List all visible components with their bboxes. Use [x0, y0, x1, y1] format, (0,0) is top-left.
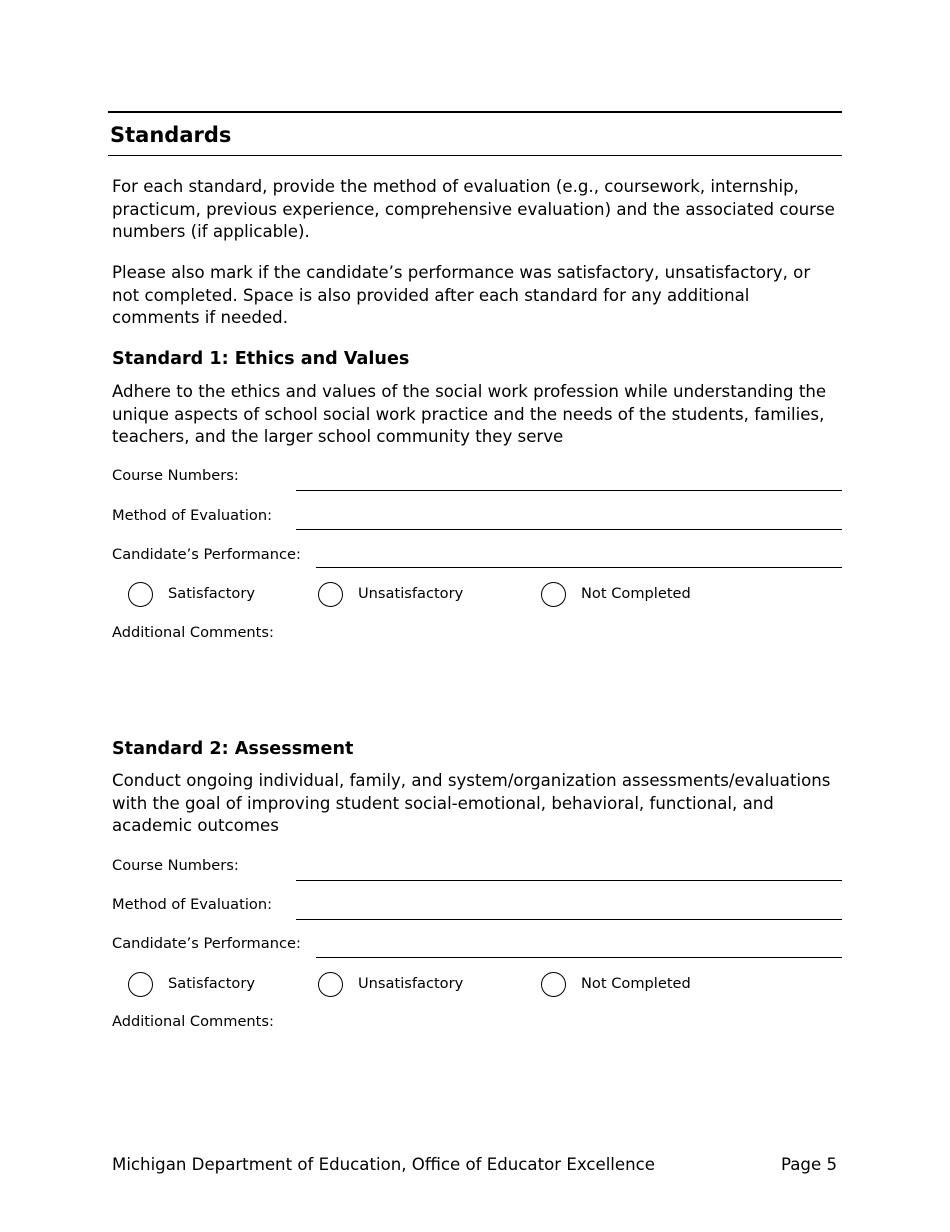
standard-2-course-numbers-field[interactable]	[296, 880, 842, 881]
standard-2-heading: Standard 2: Assessment	[112, 739, 354, 759]
standard-1-course-numbers-field[interactable]	[296, 490, 842, 491]
standard-2-radio-satisfactory[interactable]	[128, 970, 255, 998]
standard-1-description: Adhere to the ethics and values of the social work profession while understanding the unique aspects of school social work practice and the needs of the students, families, teachers, and the larger school community they serve	[112, 382, 827, 447]
radio-circle-icon[interactable]	[541, 972, 566, 997]
intro-paragraph-1: For each standard, provide the method of evaluation (e.g., coursework, internship, practicum, previous experience, comprehensive evaluation) and the associated course numbers (if applicable).	[112, 177, 835, 242]
standard-1-radio-not-completed[interactable]	[541, 580, 691, 608]
radio-circle-icon[interactable]	[318, 972, 343, 997]
standard-1-performance-label: Candidate’s Performance:	[112, 546, 301, 563]
footer-organization: Michigan Department of Education, Office of Educator Excellence	[112, 1155, 655, 1174]
standard-1-radio-unsatisfactory[interactable]	[318, 580, 463, 608]
standard-2-method-field[interactable]	[296, 919, 842, 920]
radio-label: Unsatisfactory	[358, 585, 464, 602]
standard-2-radio-not-completed[interactable]	[541, 970, 691, 998]
radio-circle-icon[interactable]	[541, 582, 566, 607]
intro-paragraph-2: Please also mark if the candidate’s performance was satisfactory, unsatisfactory, or not completed. Space is also provided after each standard for any additional comments if needed.	[112, 263, 811, 328]
footer-page-number: Page 5	[781, 1155, 838, 1174]
radio-label: Not Completed	[581, 975, 691, 992]
standard-2-method-label: Method of Evaluation:	[112, 896, 272, 913]
standard-2-radio-unsatisfactory[interactable]	[318, 970, 463, 998]
section-title: Standards	[110, 123, 232, 147]
standard-1-performance-field[interactable]	[316, 567, 842, 568]
standard-1-method-label: Method of Evaluation:	[112, 507, 272, 524]
standard-2-comments-label: Additional Comments:	[112, 1013, 274, 1030]
radio-label: Satisfactory	[168, 585, 255, 602]
radio-circle-icon[interactable]	[128, 582, 153, 607]
section-bottom-rule	[108, 155, 842, 156]
standard-2-description: Conduct ongoing individual, family, and system/organization assessments/evaluations with the goal of improving student social-emotional, behavioral, functional, and academic outcomes	[112, 771, 831, 836]
standard-2-performance-label: Candidate’s Performance:	[112, 935, 301, 952]
radio-circle-icon[interactable]	[318, 582, 343, 607]
standard-2-comments-area[interactable]	[112, 1037, 842, 1127]
radio-label: Unsatisfactory	[358, 975, 464, 992]
radio-circle-icon[interactable]	[128, 972, 153, 997]
standard-1-method-field[interactable]	[296, 529, 842, 530]
radio-label: Satisfactory	[168, 975, 255, 992]
standard-1-course-numbers-label: Course Numbers:	[112, 467, 239, 484]
standard-2-course-numbers-label: Course Numbers:	[112, 857, 239, 874]
standard-1-comments-area[interactable]	[112, 648, 842, 728]
section-top-rule	[108, 111, 842, 113]
standard-1-radio-satisfactory[interactable]	[128, 580, 255, 608]
standard-1-heading: Standard 1: Ethics and Values	[112, 349, 410, 369]
standard-1-comments-label: Additional Comments:	[112, 624, 274, 641]
radio-label: Not Completed	[581, 585, 691, 602]
standard-2-performance-field[interactable]	[316, 957, 842, 958]
